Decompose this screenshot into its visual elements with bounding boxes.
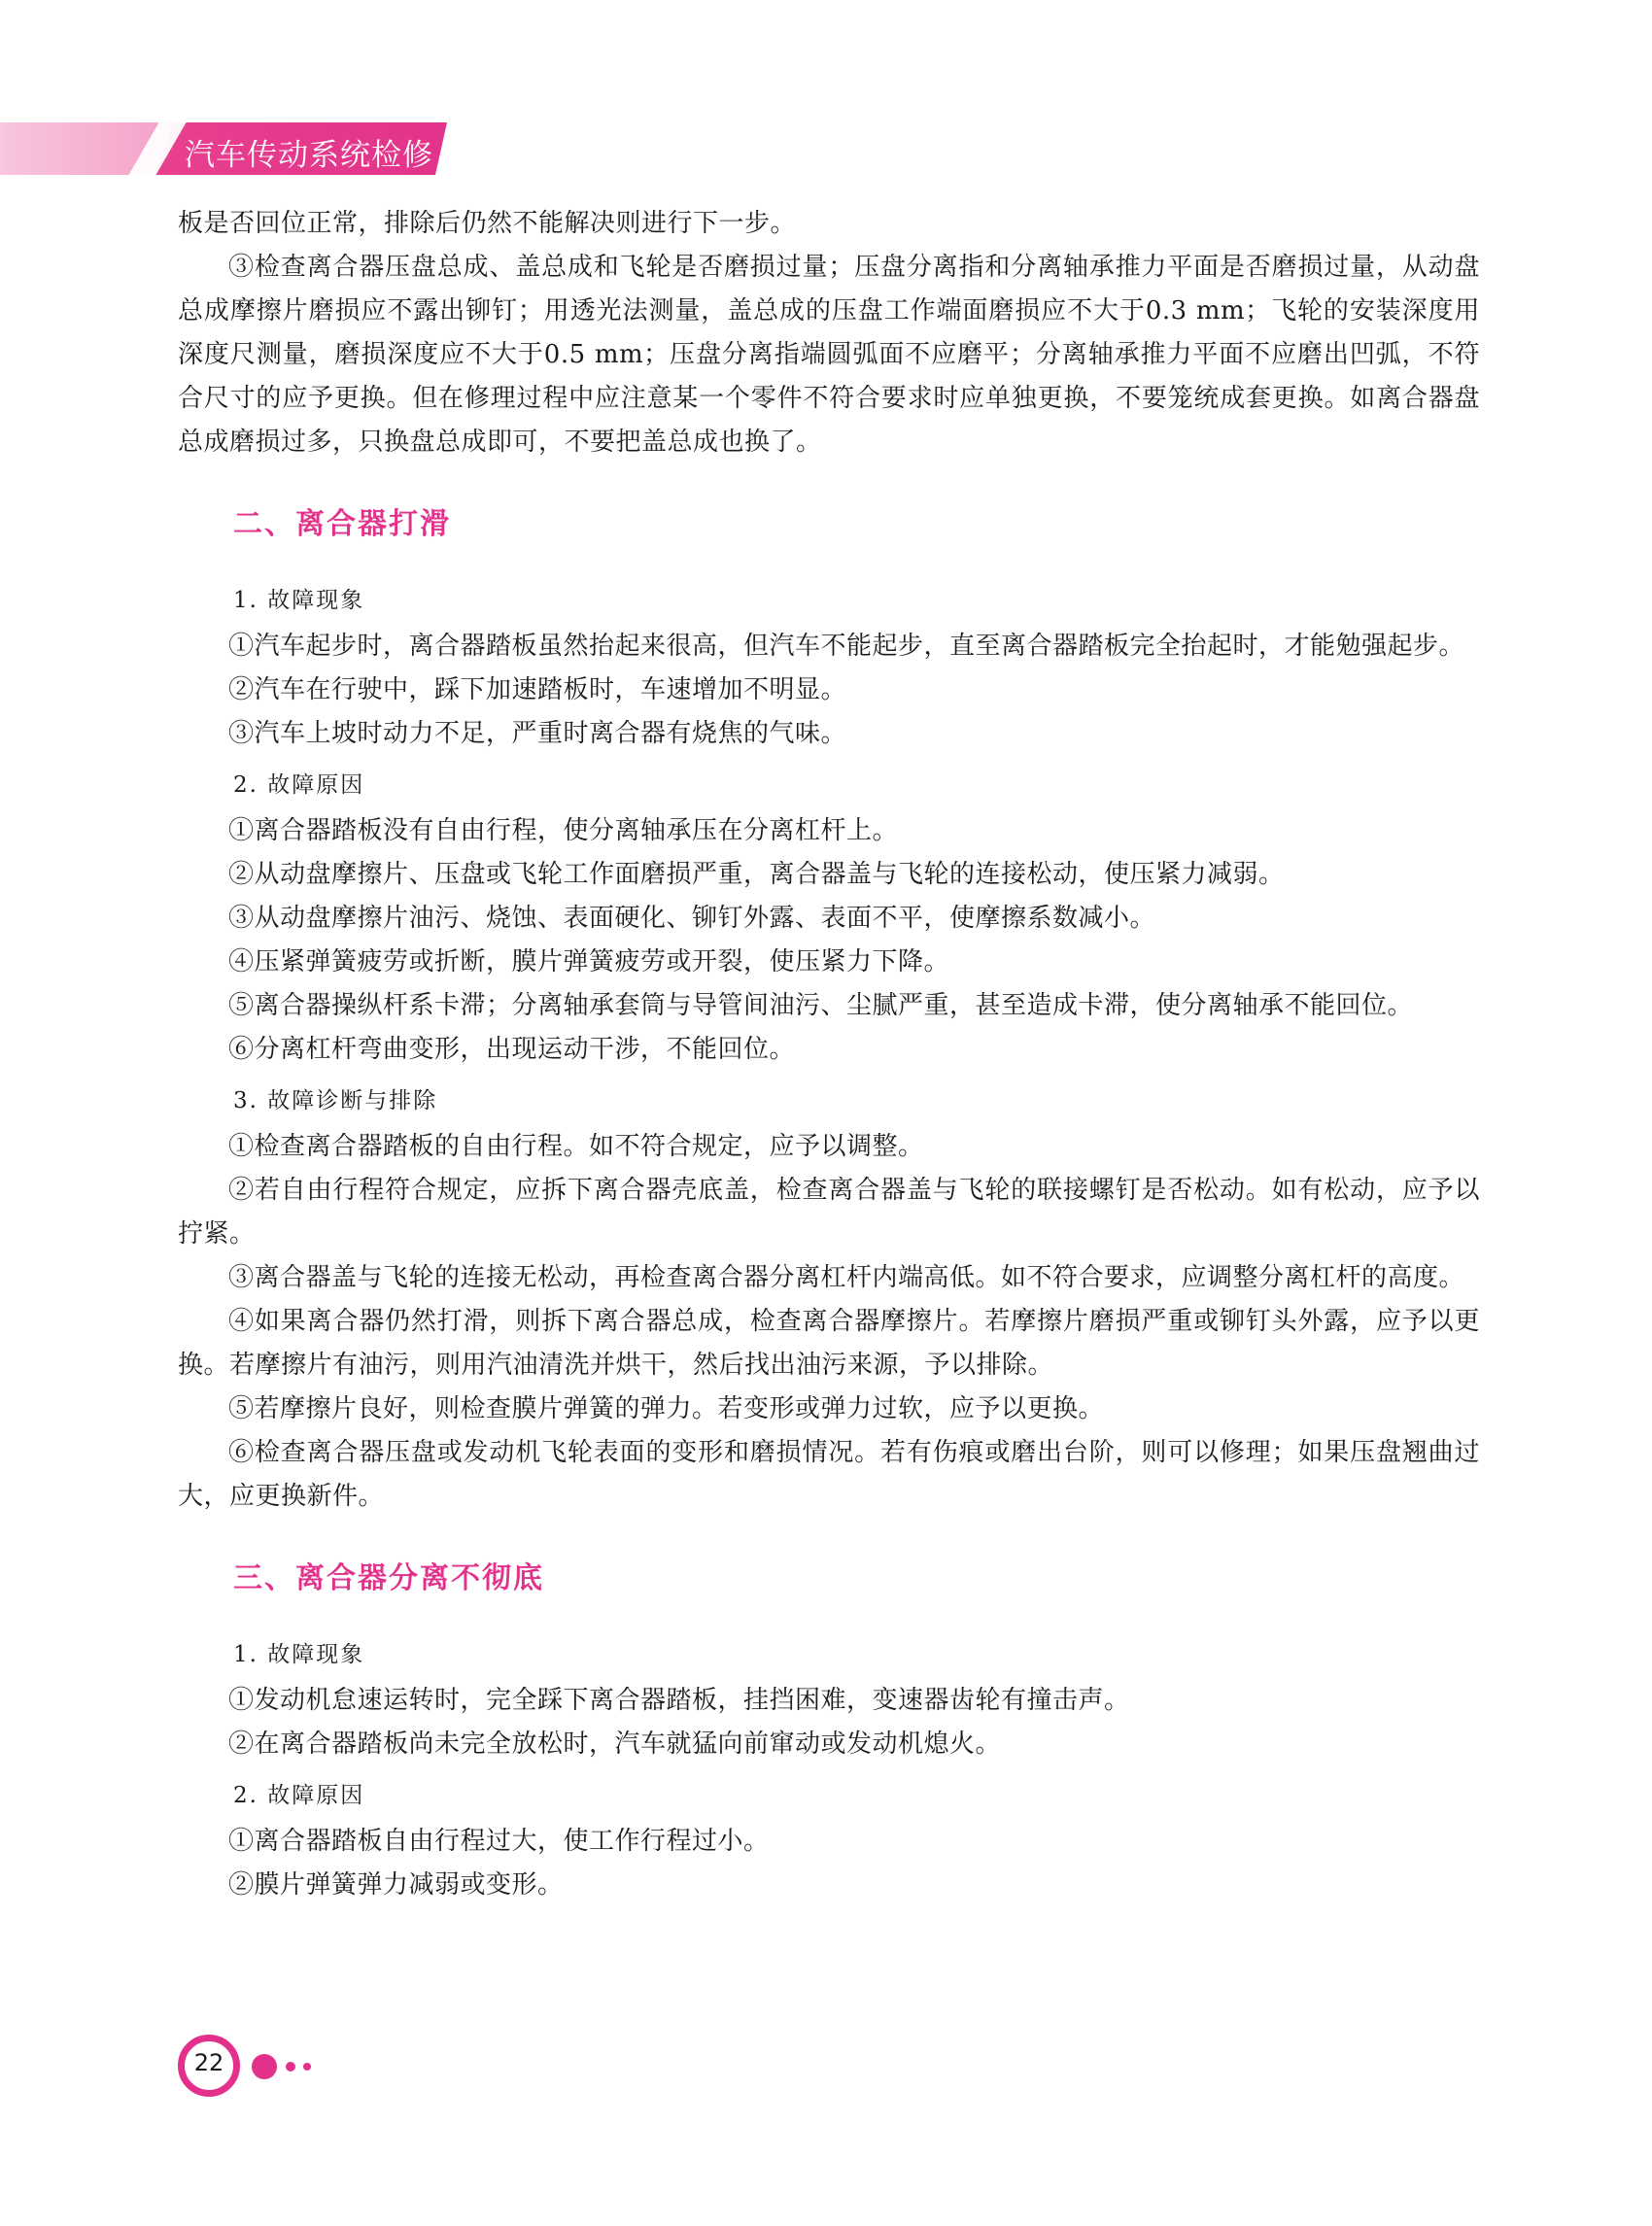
- list-item: ②若自由行程符合规定，应拆下离合器壳底盖，检查离合器盖与飞轮的联接螺钉是否松动。如有松动，应予以拧紧。: [178, 1176, 1480, 1249]
- list-item: ①检查离合器踏板的自由行程。如不符合规定，应予以调整。: [228, 1132, 924, 1161]
- subsection-heading: 3. 故障诊断与排除: [233, 1088, 438, 1113]
- list-item: ②从动盘摩擦片、压盘或飞轮工作面磨损严重，离合器盖与飞轮的连接松动，使压紧力减弱。: [228, 860, 1285, 889]
- list-item: ①发动机怠速运转时，完全踩下离合器踏板，挂挡困难，变速器齿轮有撞击声。: [228, 1686, 1130, 1715]
- page-number-badge: [178, 2035, 333, 2103]
- list-item: ④如果离合器仍然打滑，则拆下离合器总成，检查离合器摩擦片。若摩擦片磨损严重或铆钉头外露，应予以更换。若摩擦片有油污，则用汽油清洗并烘干，然后找出油污来源，予以排除。: [178, 1307, 1480, 1380]
- page-body: [178, 202, 1480, 1907]
- list-item: ③从动盘摩擦片油污、烧蚀、表面硬化、铆钉外露、表面不平，使摩擦系数减小。: [228, 904, 1156, 933]
- decorative-dot-small: [303, 2063, 311, 2071]
- header-title: 汽车传动系统检修: [185, 138, 433, 173]
- list-item: ②汽车在行驶中，踩下加速踏板时，车速增加不明显。: [228, 675, 847, 704]
- list-item: ⑤若摩擦片良好，则检查膜片弹簧的弹力。若变形或弹力过软，应予以更换。: [228, 1394, 1105, 1423]
- section-heading: 二、离合器打滑: [233, 507, 451, 541]
- list-item: ①汽车起步时，离合器踏板虽然抬起来很高，但汽车不能起步，直至离合器踏板完全抬起时，才能勉强起步。: [228, 632, 1465, 661]
- list-item: ①离合器踏板没有自由行程，使分离轴承压在分离杠杆上。: [228, 816, 899, 845]
- list-item: ②膜片弹簧弹力减弱或变形。: [228, 1870, 564, 1900]
- page-number: 22: [193, 2049, 224, 2076]
- subsection-heading: 2. 故障原因: [233, 772, 365, 798]
- section-heading: 三、离合器分离不彻底: [233, 1561, 544, 1595]
- list-item: ②在离合器踏板尚未完全放松时，汽车就猛向前窜动或发动机熄火。: [228, 1729, 1002, 1759]
- subsection-heading: 2. 故障原因: [233, 1783, 365, 1808]
- list-item: ⑥分离杠杆弯曲变形，出现运动干涉，不能回位。: [228, 1035, 796, 1064]
- list-item: ①离合器踏板自由行程过大，使工作行程过小。: [228, 1827, 770, 1856]
- subsection-heading: 1. 故障现象: [233, 1642, 365, 1667]
- running-header: [0, 122, 457, 175]
- subsection-heading: 1. 故障现象: [233, 588, 365, 613]
- list-item: ③离合器盖与飞轮的连接无松动，再检查离合器分离杠杆内端高低。如不符合要求，应调整分离杠杆的高度。: [228, 1263, 1465, 1292]
- list-item: ④压紧弹簧疲劳或折断，膜片弹簧疲劳或开裂，使压紧力下降。: [228, 947, 950, 976]
- list-item: ③汽车上坡时动力不足，严重时离合器有烧焦的气味。: [228, 719, 847, 748]
- decorative-dot-medium: [286, 2062, 295, 2072]
- decorative-dot-large: [252, 2054, 277, 2079]
- paragraph: 板是否回位正常，排除后仍然不能解决则进行下一步。: [178, 209, 797, 238]
- list-item: ⑤离合器操纵杆系卡滞；分离轴承套筒与导管间油污、尘腻严重，甚至造成卡滞，使分离轴承不能回位。: [228, 991, 1414, 1020]
- paragraph: ③检查离合器压盘总成、盖总成和飞轮是否磨损过量；压盘分离指和分离轴承推力平面是否磨损过量，从动盘总成摩擦片磨损应不露出铆钉；用透光法测量，盖总成的压盘工作端面磨损应不大于0.3 mm；飞轮的安装深度用深度尺测量，磨损深度应不大于0.5 mm；压盘分离指端圆弧面不应磨平；分离轴承推力平面不应磨出凹弧，不符合尺寸的应予更换。但在修理过程中应注意某一个零件不符合要求时应单独更换，不要笼统成套更换。如离合器盘总成磨损过多，只换盘总成即可，不要把盖总成也换了。: [178, 253, 1480, 457]
- list-item: ⑥检查离合器压盘或发动机飞轮表面的变形和磨损情况。若有伤痕或磨出台阶，则可以修理；如果压盘翘曲过大，应更换新件。: [178, 1438, 1480, 1511]
